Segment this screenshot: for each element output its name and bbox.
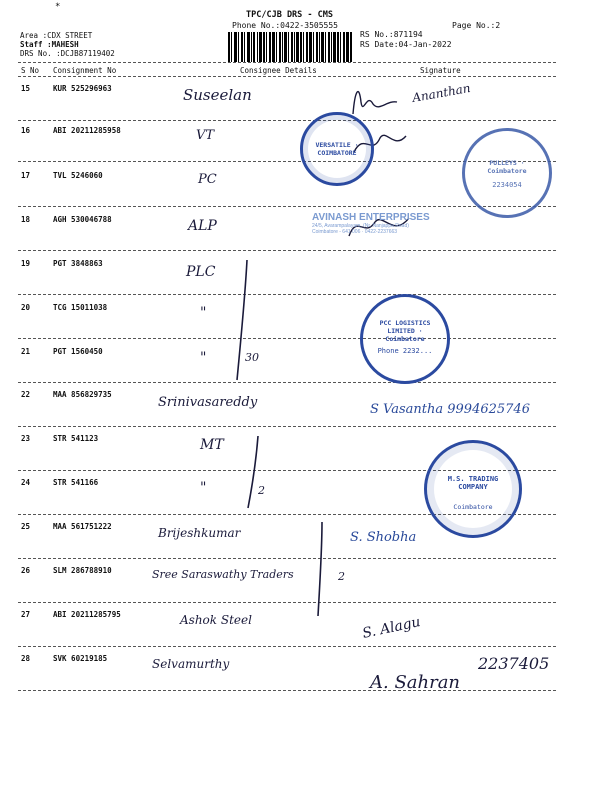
consignment-number: PGT 1560450 — [53, 347, 103, 356]
row-number: 21 — [21, 347, 31, 356]
row-number: 26 — [21, 566, 31, 575]
stamp-text: AVINASH ENTERPRISES — [312, 212, 430, 223]
signature-text: S. Shobha — [350, 530, 417, 545]
signature-text: A. Sahran — [370, 672, 461, 693]
stamp-text: VERSATILE · COIMBATORE — [315, 141, 359, 157]
consignment-number: STR 541123 — [53, 434, 99, 443]
bracket-count: 2 — [338, 570, 345, 583]
row-number: 23 — [21, 434, 31, 443]
consignment-number: SVK 60219185 — [53, 654, 108, 663]
pcc-logistics-stamp — [360, 294, 450, 384]
corner-mark: * — [55, 2, 61, 12]
page-number: Page No.:2 — [452, 21, 501, 30]
pulley-stamp — [462, 128, 552, 218]
row-divider — [18, 206, 556, 207]
header-rule-top — [18, 62, 556, 63]
handwritten-consignee: PC — [198, 172, 217, 187]
row-number: 27 — [21, 610, 31, 619]
col-consignee: Consignee Details — [240, 66, 317, 75]
col-consignment: Consignment No — [53, 66, 117, 75]
row-number: 22 — [21, 390, 31, 399]
ditto-bracket — [308, 520, 338, 620]
drs-number: DRS No. :DCJB87119402 — [20, 49, 115, 58]
stamp-text: M.S. TRADING COMPANY — [447, 475, 499, 491]
row-number: 28 — [21, 654, 31, 663]
stamp-phone: Phone 2232... — [377, 347, 433, 355]
row-divider — [18, 294, 556, 295]
signature-phone: 2237405 — [478, 654, 550, 673]
versatile-stamp — [300, 112, 374, 186]
row-number: 20 — [21, 303, 31, 312]
handwritten-consignee: Brijeshkumar — [158, 526, 241, 540]
row-divider — [18, 646, 556, 647]
col-sno: S No — [21, 66, 40, 75]
handwritten-consignee: PLC — [186, 264, 216, 280]
avinash-stamp — [312, 212, 444, 235]
consignment-number: ABI 20211285958 — [53, 126, 121, 135]
phone-number: Phone No.:0422-3505555 — [232, 21, 338, 30]
area-field: Area :CDX STREET — [20, 31, 93, 40]
row-number: 24 — [21, 478, 31, 487]
row-divider — [18, 338, 556, 339]
stamp-text: PCC LOGISTICS LIMITED · Coimbatore — [379, 319, 431, 343]
row-number: 17 — [21, 171, 31, 180]
signature-text: Ananthan — [411, 81, 472, 105]
consignment-number: SLM 286788910 — [53, 566, 112, 575]
consignment-number: ABI 20211285795 — [53, 610, 121, 619]
rs-number: RS No.:871194 — [360, 30, 423, 39]
row-divider — [18, 558, 556, 559]
signature-text: S. Alagu — [360, 614, 422, 642]
handwritten-consignee: VT — [196, 128, 215, 143]
handwritten-consignee: Ashok Steel — [180, 613, 252, 627]
consignment-number: TCG 15011038 — [53, 303, 108, 312]
consignment-number: STR 541166 — [53, 478, 99, 487]
row-number: 16 — [21, 126, 31, 135]
bracket-count: 30 — [245, 351, 259, 364]
row-number: 19 — [21, 259, 31, 268]
handwritten-consignee: Srinivasareddy — [158, 395, 258, 410]
document-title: TPC/CJB DRS - CMS — [246, 10, 333, 20]
row-number: 15 — [21, 84, 31, 93]
trading-company-stamp — [424, 440, 522, 538]
handwritten-consignee: MT — [200, 437, 224, 453]
row-divider — [18, 602, 556, 603]
row-divider — [18, 250, 556, 251]
handwritten-consignee: Suseelan — [183, 86, 252, 104]
consignment-number: PGT 3848863 — [53, 259, 103, 268]
row-divider — [18, 382, 556, 383]
row-number: 25 — [21, 522, 31, 531]
consignment-number: MAA 561751222 — [53, 522, 112, 531]
stamp-text: Coimbatore - 641 006 · 0422-2237663 — [312, 229, 398, 235]
stamp-phone: 2234054 — [492, 181, 522, 189]
ditto-bracket — [228, 432, 268, 512]
handwritten-consignee: Selvamurthy — [152, 657, 230, 671]
row-divider — [18, 426, 556, 427]
consignment-number: MAA 856829735 — [53, 390, 112, 399]
stamp-text: Coimbatore — [453, 503, 493, 511]
handwritten-consignee: " — [200, 305, 207, 321]
consignment-number: KUR 525296963 — [53, 84, 112, 93]
handwritten-consignee: " — [200, 480, 207, 496]
handwritten-consignee: " — [200, 350, 207, 366]
handwritten-consignee: Sree Saraswathy Traders — [152, 568, 294, 581]
signature-text: S Vasantha 9994625746 — [370, 402, 530, 417]
stamp-text: PULLEYS · Coimbatore — [487, 159, 527, 175]
row-number: 18 — [21, 215, 31, 224]
stamp-text: 24/5, Avarampalayam, (Nr. Nanjappa Road) — [312, 223, 409, 229]
row-divider — [18, 690, 556, 691]
consignment-number: AGH 530046788 — [53, 215, 112, 224]
header-rule-bottom — [18, 76, 556, 77]
ditto-bracket — [225, 258, 265, 388]
rs-date: RS Date:04-Jan-2022 — [360, 40, 452, 49]
barcode-image — [228, 32, 352, 62]
consignment-number: TVL 5246060 — [53, 171, 103, 180]
handwritten-consignee: ALP — [188, 218, 217, 234]
col-signature: Signature — [420, 66, 461, 75]
bracket-count: 2 — [258, 484, 265, 497]
staff-field: Staff :MAHESH — [20, 40, 79, 49]
row-divider — [18, 120, 556, 121]
